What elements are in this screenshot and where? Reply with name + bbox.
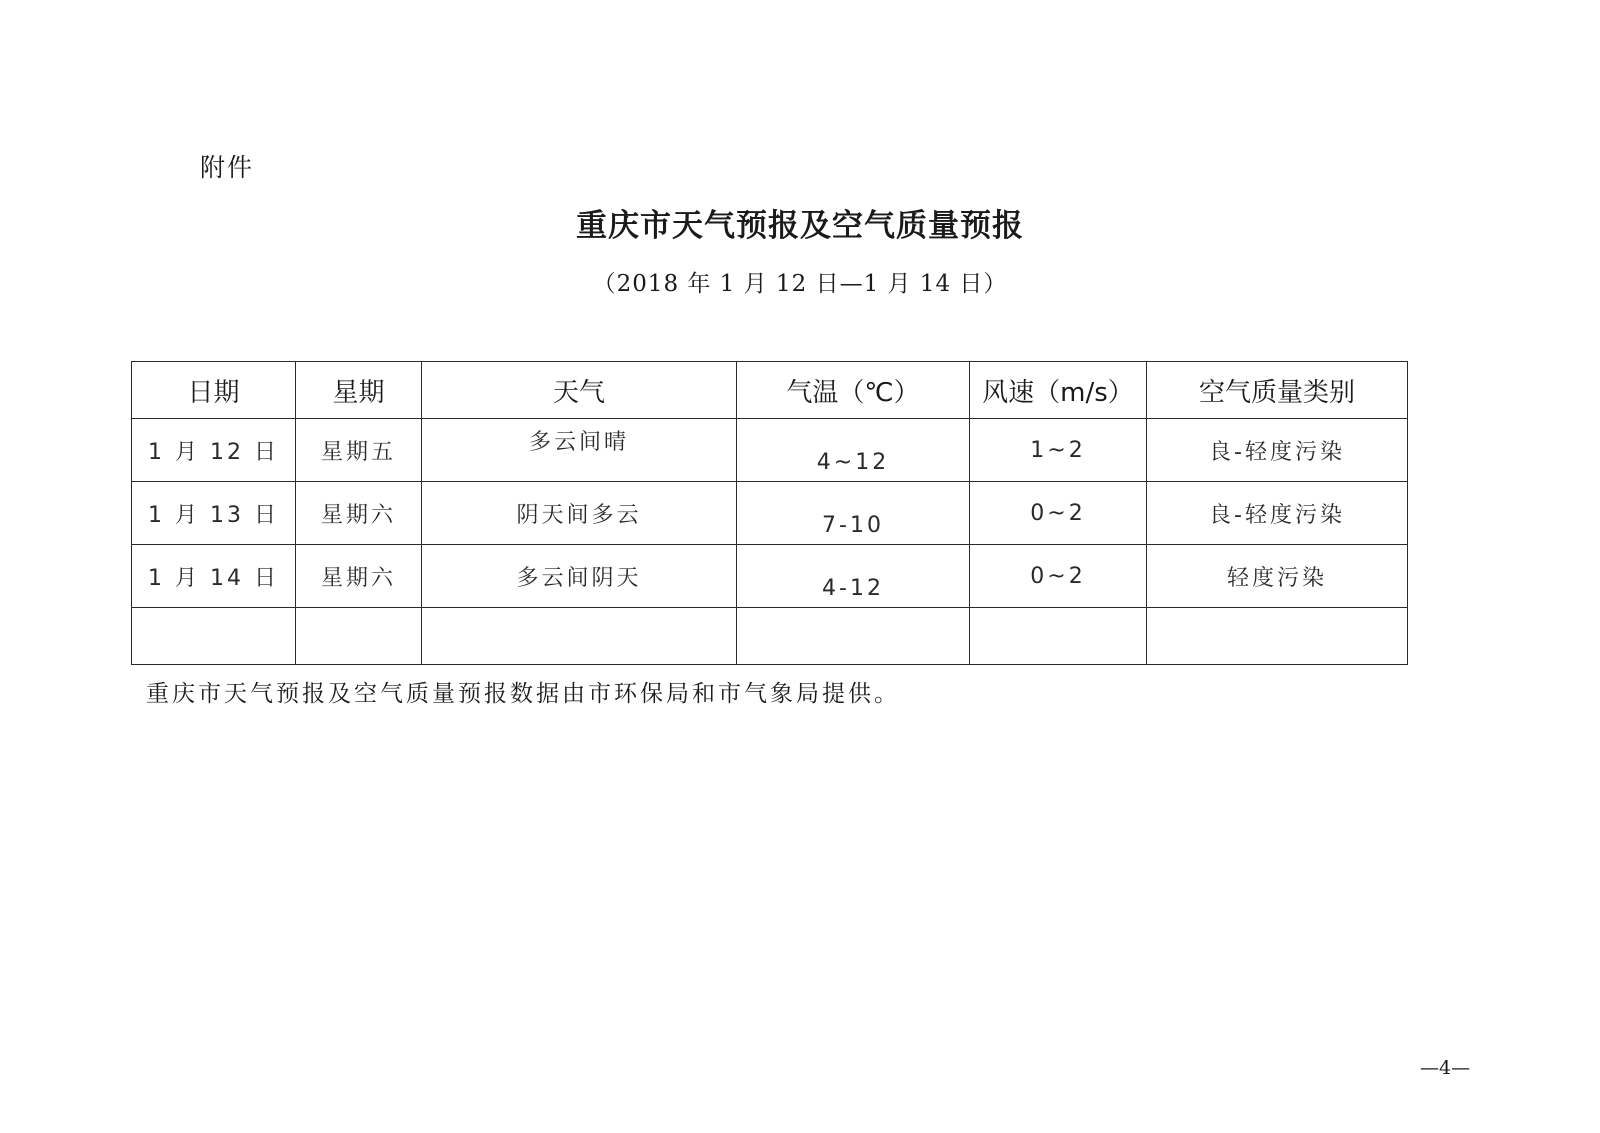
- cell-wind-speed: 0~2: [970, 545, 1147, 608]
- table-row-empty: [132, 608, 1408, 665]
- cell-weekday: 星期五: [296, 419, 422, 482]
- cell-weather: [422, 608, 737, 665]
- document-title: 重庆市天气预报及空气质量预报: [576, 208, 1024, 244]
- cell-temperature: 4~12: [737, 419, 970, 482]
- forecast-table: [131, 361, 1408, 665]
- cell-air-quality: 轻度污染: [1147, 545, 1408, 608]
- header-date: 日期: [132, 362, 296, 419]
- data-source-note: 重庆市天气预报及空气质量预报数据由市环保局和市气象局提供。: [146, 681, 900, 707]
- header-wind-speed: 风速（m/s）: [970, 362, 1147, 419]
- header-air-quality: 空气质量类别: [1147, 362, 1408, 419]
- cell-weather: 阴天间多云: [422, 482, 737, 545]
- attachment-label: 附件: [200, 153, 255, 182]
- header-weekday: 星期: [296, 362, 422, 419]
- cell-date: 1 月 13 日: [132, 482, 296, 545]
- cell-air-quality: 良-轻度污染: [1147, 482, 1408, 545]
- cell-date: 1 月 14 日: [132, 545, 296, 608]
- cell-wind-speed: 1~2: [970, 419, 1147, 482]
- page-number: —4—: [1420, 1057, 1471, 1079]
- cell-air-quality: [1147, 608, 1408, 665]
- cell-temperature: 7-10: [737, 482, 970, 545]
- table-row: [132, 419, 1408, 482]
- cell-weekday: 星期六: [296, 545, 422, 608]
- cell-weather: 多云间阴天: [422, 545, 737, 608]
- header-weather: 天气: [422, 362, 737, 419]
- cell-wind-speed: 0~2: [970, 482, 1147, 545]
- cell-air-quality: 良-轻度污染: [1147, 419, 1408, 482]
- cell-date: 1 月 12 日: [132, 419, 296, 482]
- cell-temperature: [737, 608, 970, 665]
- cell-wind-speed: [970, 608, 1147, 665]
- cell-weekday: 星期六: [296, 482, 422, 545]
- table-header-row: [132, 362, 1408, 419]
- cell-weekday: [296, 608, 422, 665]
- cell-weather: 多云间晴: [422, 419, 737, 482]
- header-temperature: 气温（℃）: [737, 362, 970, 419]
- cell-date: [132, 608, 296, 665]
- document-subtitle: （2018 年 1 月 12 日—1 月 14 日）: [592, 271, 1008, 297]
- table-row: [132, 545, 1408, 608]
- cell-temperature: 4-12: [737, 545, 970, 608]
- table-row: [132, 482, 1408, 545]
